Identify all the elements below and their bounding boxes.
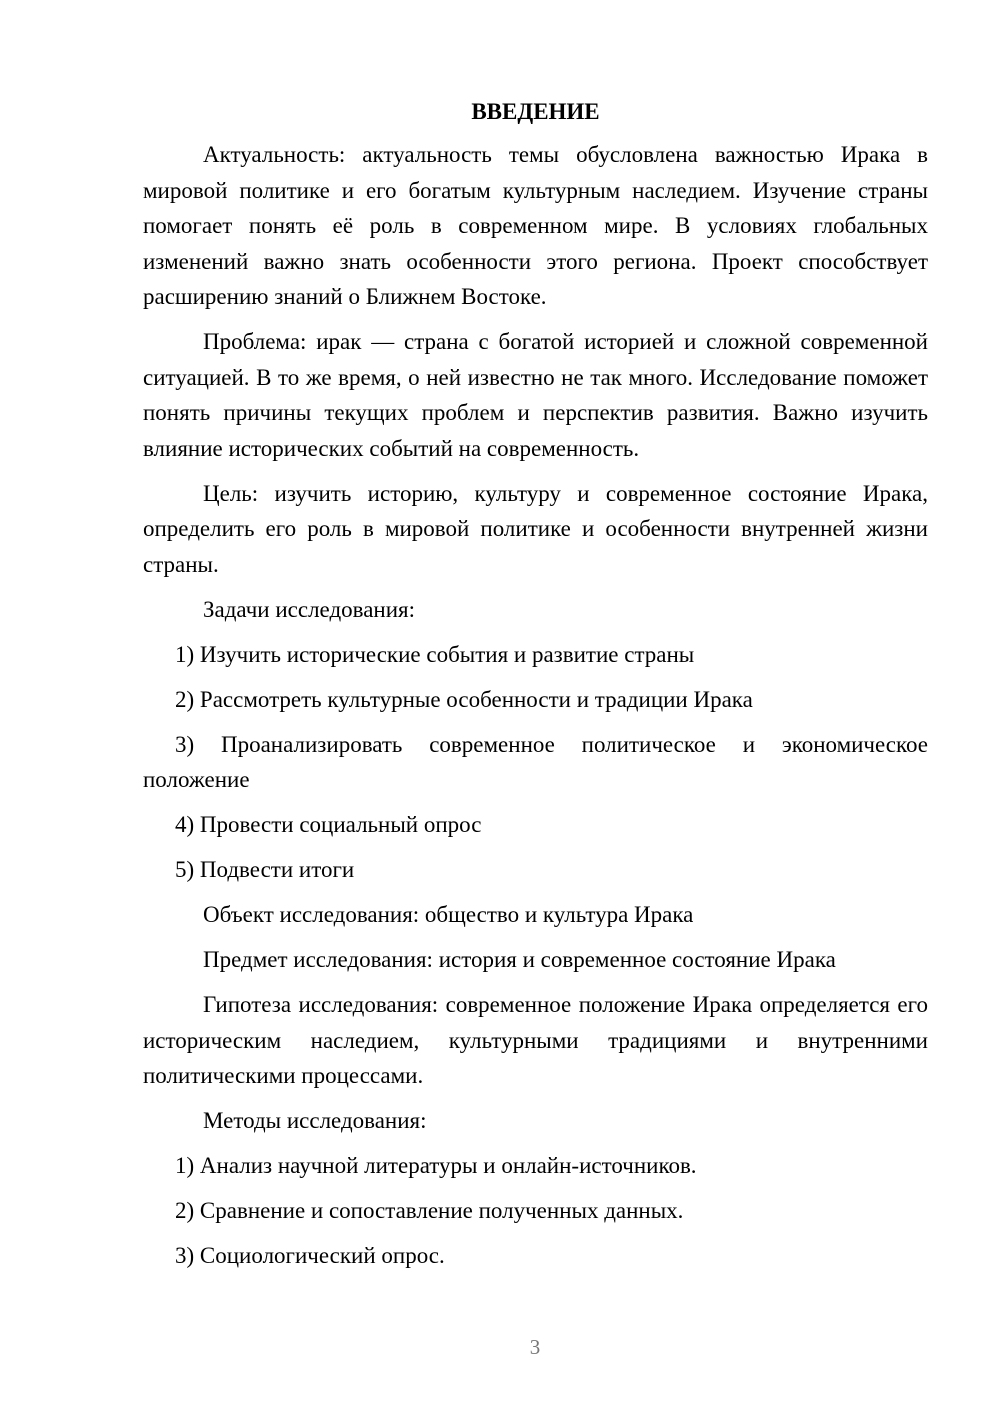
method-item-2: 2) Сравнение и сопоставление полученных данных. [175,1198,684,1223]
task-item-1: 1) Изучить исторические события и развитие страны [175,641,695,667]
paragraph-relevance: Актуальность: актуальность темы обусловлена важностью Ирака в мировой политике и его богатым культурным наследием. Изучение страны помогает понять её роль в современном мире. В условиях глобальных изменений важно знать особенности этого региона. Проект способствует расширению знаний о Ближнем Востоке. [143,142,928,309]
paragraph-goal: Цель: изучить историю, культуру и современное состояние Ирака, определить его роль в мировой политике и особенности внутренней жизни страны. [143,480,928,577]
method-item-3: 3) Социологический опрос. [175,1243,445,1268]
paragraph-hypothesis: Гипотеза исследования: современное положение Ирака определяется его историческим наследием, культурными традициями и внутренними политическими процессами. [143,992,928,1088]
methods-heading: Методы исследования: [203,1108,427,1133]
paragraph-object: Объект исследования: общество и культура Ирака [203,902,694,927]
task-item-2: 2) Рассмотреть культурные особенности и традиции Ирака [175,686,753,712]
method-item-1: 1) Анализ научной литературы и онлайн-источников. [175,1153,697,1178]
task-item-5: 5) Подвести итоги [175,857,355,882]
tasks-heading: Задачи исследования: [203,596,416,622]
page-number: 3 [529,1335,541,1359]
document-body [143,94,928,1283]
task-item-3: 3) Проанализировать современное политическое и экономическое положение [143,731,928,792]
paragraph-problem: Проблема: ирак — страна с богатой историей и сложной современной ситуацией. В то же время, о ней известно не так много. Исследование поможет понять причины текущих проблем и перспектив развития. Важно изучить влияние исторических событий на современность. [143,329,928,461]
section-title: ВВЕДЕНИЕ [471,99,600,124]
paragraph-subject: Предмет исследования: история и современное состояние Ирака [203,947,836,972]
task-item-4: 4) Провести социальный опрос [175,812,482,837]
